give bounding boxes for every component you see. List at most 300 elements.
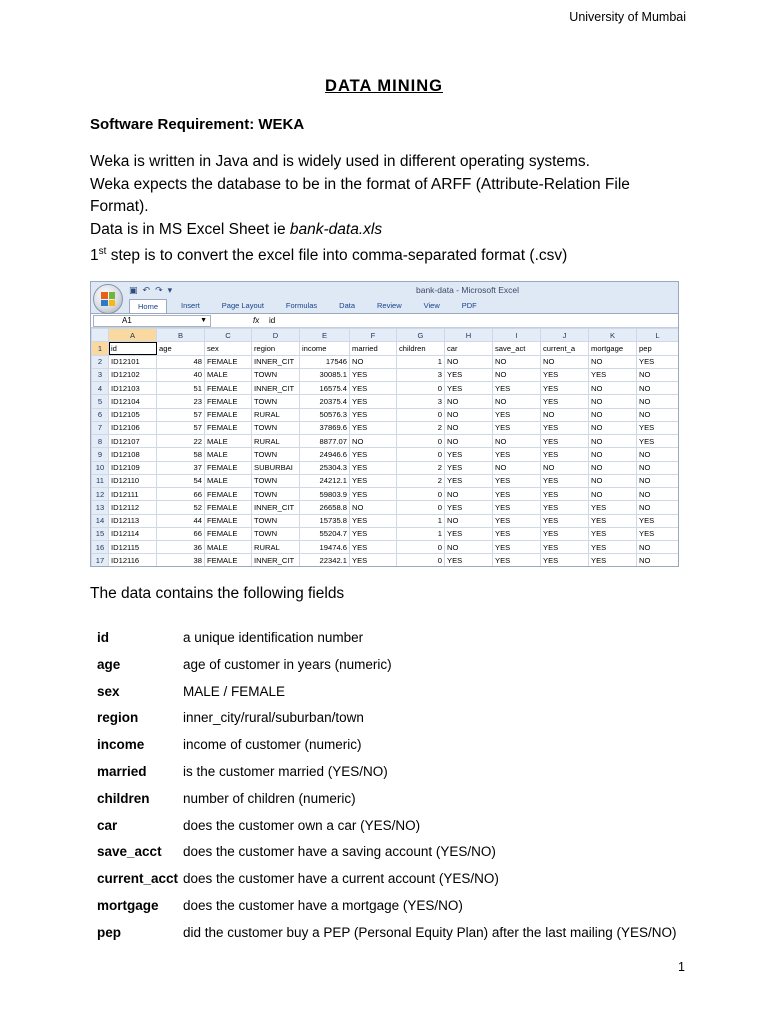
table-cell[interactable]: car xyxy=(445,342,493,355)
table-cell[interactable]: YES xyxy=(493,514,541,527)
table-cell[interactable]: FEMALE xyxy=(205,461,252,474)
table-cell[interactable]: ID12108 xyxy=(109,448,157,461)
column-header-row xyxy=(92,329,679,342)
intro-line-2: Weka expects the database to be in the format of ARFF (Attribute-Relation File Format). xyxy=(90,175,630,215)
column-header[interactable]: L xyxy=(637,329,679,342)
table-cell[interactable]: YES xyxy=(637,355,679,368)
table-cell[interactable]: RURAL xyxy=(252,408,300,421)
table-cell[interactable]: YES xyxy=(541,501,589,514)
table-cell[interactable]: YES xyxy=(637,527,679,540)
row-number[interactable]: 12 xyxy=(92,488,109,501)
row-number[interactable]: 11 xyxy=(92,474,109,487)
row-number[interactable]: 8 xyxy=(92,435,109,448)
table-cell[interactable]: 0 xyxy=(397,554,445,567)
table-cell[interactable]: YES xyxy=(493,421,541,434)
table-cell[interactable]: NO xyxy=(589,421,637,434)
table-cell[interactable]: pep xyxy=(637,342,679,355)
table-cell[interactable]: NO xyxy=(589,448,637,461)
ribbon-tab-review[interactable]: Review xyxy=(377,301,402,310)
table-cell[interactable]: 1 xyxy=(397,355,445,368)
row-number[interactable]: 13 xyxy=(92,501,109,514)
column-header[interactable]: F xyxy=(350,329,397,342)
step-text: step is to convert the excel file into comma-separated format (.csv) xyxy=(106,247,568,265)
table-cell[interactable]: NO xyxy=(637,368,679,381)
table-cell[interactable]: ID12110 xyxy=(109,474,157,487)
field-row xyxy=(97,922,676,949)
table-cell[interactable]: 25304.3 xyxy=(300,461,350,474)
redo-icon[interactable]: ↷ xyxy=(155,285,163,295)
table-cell[interactable]: MALE xyxy=(205,448,252,461)
table-cell[interactable]: NO xyxy=(637,541,679,554)
table-cell[interactable]: NO xyxy=(589,408,637,421)
table-cell[interactable]: NO xyxy=(637,474,679,487)
row-number[interactable]: 10 xyxy=(92,461,109,474)
table-cell[interactable]: YES xyxy=(493,541,541,554)
table-cell[interactable]: FEMALE xyxy=(205,395,252,408)
table-cell[interactable]: YES xyxy=(350,554,397,567)
table-cell[interactable]: 23 xyxy=(157,395,205,408)
table-cell[interactable]: ID12104 xyxy=(109,395,157,408)
table-cell[interactable]: YES xyxy=(541,488,589,501)
excel-title-bar xyxy=(91,282,678,299)
row-number[interactable]: 17 xyxy=(92,554,109,567)
table-cell[interactable]: YES xyxy=(637,421,679,434)
table-cell[interactable]: 37869.6 xyxy=(300,421,350,434)
table-cell[interactable]: YES xyxy=(541,395,589,408)
table-cell[interactable]: 44 xyxy=(157,514,205,527)
column-header[interactable]: J xyxy=(541,329,589,342)
table-cell[interactable]: YES xyxy=(350,514,397,527)
fields-list xyxy=(97,627,676,949)
table-cell[interactable]: NO xyxy=(541,461,589,474)
row-number[interactable]: 7 xyxy=(92,421,109,434)
table-cell[interactable]: ID12103 xyxy=(109,382,157,395)
name-box-value: A1 xyxy=(122,315,132,325)
table-cell[interactable]: 37 xyxy=(157,461,205,474)
table-cell[interactable]: NO xyxy=(541,355,589,368)
table-cell[interactable]: NO xyxy=(445,488,493,501)
table-cell[interactable]: 1 xyxy=(397,527,445,540)
table-cell[interactable]: FEMALE xyxy=(205,408,252,421)
table-cell[interactable]: NO xyxy=(493,435,541,448)
table-cell[interactable]: 22342.1 xyxy=(300,554,350,567)
excel-window-title: bank-data - Microsoft Excel xyxy=(416,285,519,295)
table-cell[interactable]: 0 xyxy=(397,541,445,554)
table-cell[interactable]: 2 xyxy=(397,421,445,434)
table-cell[interactable]: ID12112 xyxy=(109,501,157,514)
step-number: 1 xyxy=(90,247,99,265)
table-cell[interactable]: NO xyxy=(445,408,493,421)
intro-line-3 xyxy=(90,219,690,242)
table-cell[interactable]: 40 xyxy=(157,368,205,381)
table-cell[interactable]: ID12115 xyxy=(109,541,157,554)
table-cell[interactable]: NO xyxy=(589,395,637,408)
table-cell[interactable]: NO xyxy=(637,382,679,395)
row-number[interactable]: 9 xyxy=(92,448,109,461)
table-cell[interactable]: YES xyxy=(541,448,589,461)
table-cell[interactable]: YES xyxy=(445,554,493,567)
table-cell[interactable]: NO xyxy=(445,355,493,368)
table-row xyxy=(92,448,679,461)
table-cell[interactable]: income xyxy=(300,342,350,355)
table-cell[interactable]: TOWN xyxy=(252,395,300,408)
table-cell[interactable]: married xyxy=(350,342,397,355)
table-cell[interactable]: TOWN xyxy=(252,514,300,527)
table-cell[interactable]: sex xyxy=(205,342,252,355)
table-cell[interactable]: FEMALE xyxy=(205,514,252,527)
table-cell[interactable]: 52 xyxy=(157,501,205,514)
ribbon-tab-data[interactable]: Data xyxy=(339,301,356,310)
field-name: save_acct xyxy=(97,844,162,860)
table-cell[interactable]: YES xyxy=(493,501,541,514)
table-cell[interactable]: TOWN xyxy=(252,474,300,487)
table-cell[interactable]: YES xyxy=(541,435,589,448)
table-cell[interactable]: TOWN xyxy=(252,368,300,381)
intro-file-name: bank-data.xls xyxy=(289,220,383,238)
table-cell[interactable]: YES xyxy=(350,488,397,501)
column-header[interactable]: G xyxy=(397,329,445,342)
table-cell[interactable]: 22 xyxy=(157,435,205,448)
table-cell[interactable]: YES xyxy=(493,554,541,567)
table-cell[interactable]: FEMALE xyxy=(205,554,252,567)
table-cell[interactable]: NO xyxy=(350,355,397,368)
table-cell[interactable]: FEMALE xyxy=(205,382,252,395)
table-cell[interactable]: YES xyxy=(589,541,637,554)
table-cell[interactable]: 3 xyxy=(397,395,445,408)
table-cell[interactable]: YES xyxy=(589,554,637,567)
table-cell[interactable]: 30085.1 xyxy=(300,368,350,381)
table-cell[interactable]: FEMALE xyxy=(205,527,252,540)
fields-heading: The data contains the following fields xyxy=(90,585,345,602)
table-row xyxy=(92,541,679,554)
table-cell[interactable]: YES xyxy=(445,501,493,514)
table-cell[interactable]: NO xyxy=(350,501,397,514)
table-cell[interactable]: YES xyxy=(350,474,397,487)
table-cell[interactable]: id xyxy=(109,342,157,355)
table-cell[interactable]: NO xyxy=(445,514,493,527)
table-cell[interactable]: YES xyxy=(637,514,679,527)
table-cell[interactable]: 0 xyxy=(397,448,445,461)
table-cell[interactable]: NO xyxy=(493,355,541,368)
ribbon-tab-formulas[interactable]: Formulas xyxy=(285,301,318,310)
table-row xyxy=(92,368,679,381)
table-cell[interactable]: 38 xyxy=(157,554,205,567)
table-cell[interactable]: YES xyxy=(541,382,589,395)
table-cell[interactable]: YES xyxy=(493,474,541,487)
table-cell[interactable]: NO xyxy=(637,461,679,474)
table-cell[interactable]: ID12102 xyxy=(109,368,157,381)
table-row xyxy=(92,527,679,540)
table-cell[interactable]: 50576.3 xyxy=(300,408,350,421)
table-cell[interactable]: MALE xyxy=(205,368,252,381)
table-cell[interactable]: YES xyxy=(493,527,541,540)
table-cell[interactable]: YES xyxy=(350,448,397,461)
table-row xyxy=(92,488,679,501)
select-all-corner[interactable] xyxy=(92,329,109,342)
table-cell[interactable]: YES xyxy=(350,527,397,540)
table-cell[interactable]: 24946.6 xyxy=(300,448,350,461)
row-number[interactable]: 15 xyxy=(92,527,109,540)
table-cell[interactable]: YES xyxy=(445,382,493,395)
table-cell[interactable]: NO xyxy=(589,461,637,474)
table-cell[interactable]: region xyxy=(252,342,300,355)
table-cell[interactable]: NO xyxy=(445,421,493,434)
table-cell[interactable]: YES xyxy=(350,395,397,408)
column-header[interactable]: H xyxy=(445,329,493,342)
table-cell[interactable]: ID12114 xyxy=(109,527,157,540)
table-cell[interactable]: SUBURBAI xyxy=(252,461,300,474)
table-cell[interactable]: NO xyxy=(493,461,541,474)
field-description: age of customer in years (numeric) xyxy=(183,656,392,672)
row-number[interactable]: 1 xyxy=(92,342,109,355)
table-cell[interactable]: 0 xyxy=(397,488,445,501)
software-requirement: Software Requirement: WEKA xyxy=(90,116,305,133)
save-icon[interactable]: ▣ xyxy=(129,285,138,295)
table-cell[interactable]: YES xyxy=(589,514,637,527)
table-cell[interactable]: 2 xyxy=(397,474,445,487)
table-cell[interactable]: NO xyxy=(445,435,493,448)
table-cell[interactable]: 0 xyxy=(397,408,445,421)
table-cell[interactable]: mortgage xyxy=(589,342,637,355)
table-cell[interactable]: 48 xyxy=(157,355,205,368)
ribbon-tab-pdf[interactable]: PDF xyxy=(461,301,477,310)
table-cell[interactable]: TOWN xyxy=(252,527,300,540)
table-cell[interactable]: YES xyxy=(445,527,493,540)
row-number[interactable]: 14 xyxy=(92,514,109,527)
table-cell[interactable]: 66 xyxy=(157,527,205,540)
table-cell[interactable]: NO xyxy=(637,554,679,567)
table-cell[interactable]: ID12101 xyxy=(109,355,157,368)
table-cell[interactable]: TOWN xyxy=(252,488,300,501)
table-cell[interactable]: YES xyxy=(541,474,589,487)
table-cell[interactable]: children xyxy=(397,342,445,355)
table-cell[interactable]: YES xyxy=(541,421,589,434)
table-cell[interactable]: INNER_CIT xyxy=(252,554,300,567)
row-number[interactable]: 6 xyxy=(92,408,109,421)
table-cell[interactable]: TOWN xyxy=(252,448,300,461)
table-cell[interactable]: YES xyxy=(350,382,397,395)
table-cell[interactable]: NO xyxy=(589,474,637,487)
table-cell[interactable]: RURAL xyxy=(252,435,300,448)
field-row xyxy=(97,707,676,734)
table-cell[interactable]: ID12109 xyxy=(109,461,157,474)
table-cell[interactable]: 57 xyxy=(157,421,205,434)
table-row xyxy=(92,501,679,514)
table-cell[interactable]: YES xyxy=(541,554,589,567)
table-cell[interactable]: FEMALE xyxy=(205,355,252,368)
column-header[interactable]: K xyxy=(589,329,637,342)
table-cell[interactable]: age xyxy=(157,342,205,355)
row-number[interactable]: 16 xyxy=(92,541,109,554)
field-name: sex xyxy=(97,683,120,699)
customize-icon[interactable]: ▾ xyxy=(167,285,173,295)
field-row xyxy=(97,734,676,761)
table-cell[interactable]: YES xyxy=(541,514,589,527)
table-cell[interactable]: MALE xyxy=(205,541,252,554)
column-header[interactable]: A xyxy=(109,329,157,342)
table-cell[interactable]: 0 xyxy=(397,501,445,514)
field-description: a unique identification number xyxy=(183,630,364,645)
table-cell[interactable]: ID12113 xyxy=(109,514,157,527)
table-cell[interactable]: 3 xyxy=(397,368,445,381)
table-cell[interactable]: 51 xyxy=(157,382,205,395)
table-cell[interactable]: INNER_CIT xyxy=(252,355,300,368)
table-cell[interactable]: YES xyxy=(350,541,397,554)
field-name: region xyxy=(97,710,139,726)
table-cell[interactable]: YES xyxy=(445,448,493,461)
field-description: MALE / FEMALE xyxy=(183,683,286,699)
ribbon-tab-page-layout[interactable]: Page Layout xyxy=(221,301,264,310)
table-cell[interactable]: YES xyxy=(350,421,397,434)
table-cell[interactable]: YES xyxy=(637,435,679,448)
table-cell[interactable]: 0 xyxy=(397,435,445,448)
column-header[interactable]: D xyxy=(252,329,300,342)
table-cell[interactable]: MALE xyxy=(205,474,252,487)
table-cell[interactable]: 15735.8 xyxy=(300,514,350,527)
field-description: does the customer own a car (YES/NO) xyxy=(183,817,421,833)
page-number: 1 xyxy=(678,960,685,974)
table-cell[interactable]: NO xyxy=(589,382,637,395)
table-cell[interactable]: NO xyxy=(637,488,679,501)
table-cell[interactable]: FEMALE xyxy=(205,488,252,501)
table-cell[interactable]: FEMALE xyxy=(205,501,252,514)
table-cell[interactable]: FEMALE xyxy=(205,421,252,434)
table-cell[interactable]: 2 xyxy=(397,461,445,474)
table-cell[interactable]: YES xyxy=(493,448,541,461)
table-cell[interactable]: YES xyxy=(589,501,637,514)
field-description: did the customer buy a PEP (Personal Equity Plan) after the last mailing (YES/NO) xyxy=(183,924,677,940)
step-ordinal: st xyxy=(98,246,107,257)
table-cell[interactable]: NO xyxy=(350,435,397,448)
table-cell[interactable]: INNER_CIT xyxy=(252,501,300,514)
office-logo-icon xyxy=(101,292,115,306)
formula-value[interactable]: id xyxy=(269,316,276,325)
table-cell[interactable]: NO xyxy=(493,368,541,381)
column-header[interactable]: C xyxy=(205,329,252,342)
row-number[interactable]: 4 xyxy=(92,382,109,395)
table-cell[interactable]: YES xyxy=(589,527,637,540)
table-cell[interactable]: YES xyxy=(541,541,589,554)
table-cell[interactable]: ID12105 xyxy=(109,408,157,421)
table-cell[interactable]: 26658.8 xyxy=(300,501,350,514)
table-cell[interactable]: NO xyxy=(445,541,493,554)
table-cell[interactable]: TOWN xyxy=(252,421,300,434)
table-cell[interactable]: 66 xyxy=(157,488,205,501)
table-cell[interactable]: 20375.4 xyxy=(300,395,350,408)
table-cell[interactable]: YES xyxy=(350,461,397,474)
page-title: DATA MINING xyxy=(325,77,443,95)
table-cell[interactable]: ID12116 xyxy=(109,554,157,567)
table-cell[interactable]: 59803.9 xyxy=(300,488,350,501)
table-cell[interactable]: NO xyxy=(493,395,541,408)
table-cell[interactable]: YES xyxy=(445,461,493,474)
header-institution: University of Mumbai xyxy=(569,10,686,24)
table-cell[interactable]: 0 xyxy=(397,382,445,395)
table-cell[interactable]: YES xyxy=(445,474,493,487)
intro-paragraph xyxy=(90,151,690,268)
table-cell[interactable]: current_a xyxy=(541,342,589,355)
table-cell[interactable]: 1 xyxy=(397,514,445,527)
ribbon-tab-view[interactable]: View xyxy=(423,301,440,310)
field-name: pep xyxy=(97,924,122,940)
table-cell[interactable]: ID12107 xyxy=(109,435,157,448)
table-cell[interactable]: YES xyxy=(350,368,397,381)
table-cell[interactable]: YES xyxy=(541,368,589,381)
field-name: mortgage xyxy=(97,897,159,913)
row-number[interactable]: 5 xyxy=(92,395,109,408)
table-cell[interactable]: NO xyxy=(637,448,679,461)
table-cell[interactable]: 24212.1 xyxy=(300,474,350,487)
table-row xyxy=(92,435,679,448)
table-cell[interactable]: RURAL xyxy=(252,541,300,554)
column-header[interactable]: E xyxy=(300,329,350,342)
table-cell[interactable]: NO xyxy=(589,488,637,501)
field-row xyxy=(97,868,676,895)
table-cell[interactable]: YES xyxy=(541,527,589,540)
row-number[interactable]: 3 xyxy=(92,368,109,381)
table-cell[interactable]: MALE xyxy=(205,435,252,448)
field-description: income of customer (numeric) xyxy=(183,737,362,753)
ribbon-tab-insert[interactable]: Insert xyxy=(181,301,200,310)
table-cell[interactable]: 55204.7 xyxy=(300,527,350,540)
table-cell[interactable]: YES xyxy=(493,408,541,421)
undo-icon[interactable]: ↶ xyxy=(142,285,151,295)
table-cell[interactable]: YES xyxy=(445,368,493,381)
table-cell[interactable]: 8877.07 xyxy=(300,435,350,448)
ribbon-tab-home[interactable]: Home xyxy=(129,299,167,313)
table-cell[interactable]: YES xyxy=(589,368,637,381)
table-cell[interactable]: 16575.4 xyxy=(300,382,350,395)
table-cell[interactable]: NO xyxy=(541,408,589,421)
row-number[interactable]: 2 xyxy=(92,355,109,368)
column-header[interactable]: I xyxy=(493,329,541,342)
field-row xyxy=(97,841,676,868)
spreadsheet-grid xyxy=(91,328,679,567)
table-cell[interactable]: ID12106 xyxy=(109,421,157,434)
table-cell[interactable]: NO xyxy=(637,395,679,408)
table-cell[interactable]: INNER_CIT xyxy=(252,382,300,395)
table-cell[interactable]: YES xyxy=(350,408,397,421)
table-cell[interactable]: NO xyxy=(445,395,493,408)
table-cell[interactable]: 19474.6 xyxy=(300,541,350,554)
table-cell[interactable]: 54 xyxy=(157,474,205,487)
table-cell[interactable]: NO xyxy=(589,355,637,368)
quick-access-toolbar xyxy=(129,285,172,296)
table-row xyxy=(92,355,679,368)
table-cell[interactable]: 17546 xyxy=(300,355,350,368)
field-row xyxy=(97,895,676,922)
table-cell[interactable]: 58 xyxy=(157,448,205,461)
table-cell[interactable]: NO xyxy=(637,408,679,421)
table-cell[interactable]: save_act xyxy=(493,342,541,355)
table-cell[interactable]: YES xyxy=(493,488,541,501)
table-cell[interactable]: ID12111 xyxy=(109,488,157,501)
name-box[interactable] xyxy=(93,315,211,327)
field-row xyxy=(97,654,676,681)
table-row xyxy=(92,395,679,408)
table-cell[interactable]: NO xyxy=(589,435,637,448)
fx-icon[interactable]: fx xyxy=(253,316,260,325)
table-cell[interactable]: YES xyxy=(493,382,541,395)
table-cell[interactable]: NO xyxy=(637,501,679,514)
table-cell[interactable]: 57 xyxy=(157,408,205,421)
formula-bar xyxy=(91,314,678,328)
column-header[interactable]: B xyxy=(157,329,205,342)
table-cell[interactable]: 36 xyxy=(157,541,205,554)
office-button[interactable] xyxy=(93,284,123,314)
field-description: does the customer have a saving account (YES/NO) xyxy=(183,844,496,860)
field-description: inner_city/rural/suburban/town xyxy=(183,710,364,726)
